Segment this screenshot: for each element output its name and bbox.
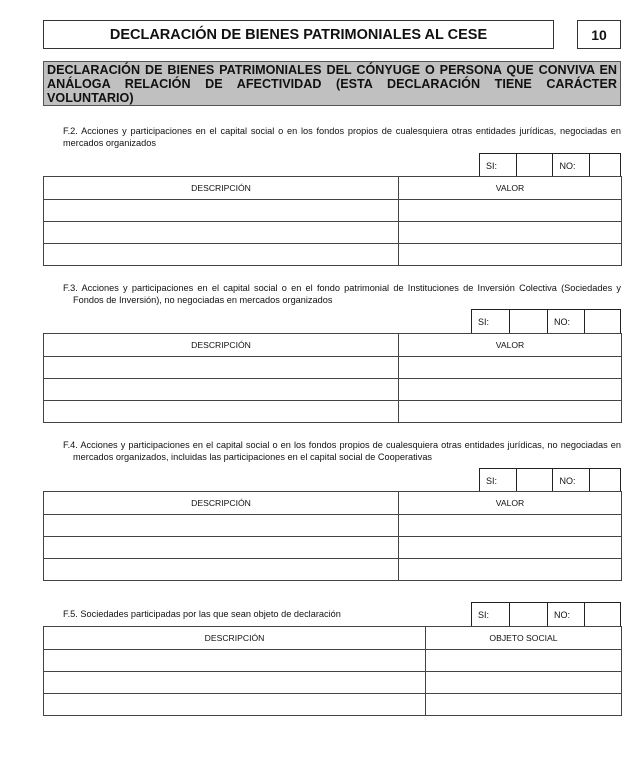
column-header-valor: VALOR: [399, 334, 622, 357]
page-title: DECLARACIÓN DE BIENES PATRIMONIALES AL CESE: [43, 20, 554, 49]
si-checkbox[interactable]: [510, 310, 548, 333]
no-checkbox[interactable]: [590, 154, 620, 177]
table-row: [44, 222, 622, 244]
table-row: [44, 401, 622, 423]
descripcion-cell[interactable]: [44, 650, 426, 672]
section-f3-text: F.3. Acciones y participaciones en el capital social o en el fondo patrimonial de Instituciones de Inversión Colectiva (Sociedades y Fondos de Inversión), no negociadas en mercados organizados: [63, 283, 621, 305]
section-f2-description: [63, 126, 621, 149]
section-f2-si-no: [479, 153, 621, 177]
table-header-row: [44, 334, 622, 357]
table-row: [44, 537, 622, 559]
descripcion-cell[interactable]: [44, 537, 399, 559]
valor-cell[interactable]: [399, 515, 622, 537]
descripcion-cell[interactable]: [44, 379, 399, 401]
section-f3-table: [43, 333, 622, 423]
column-header-descripcion: DESCRIPCIÓN: [44, 627, 426, 650]
si-label: SI:: [472, 603, 510, 626]
objeto-social-cell[interactable]: [426, 694, 622, 716]
section-f3-description: [63, 283, 621, 306]
descripcion-cell[interactable]: [44, 559, 399, 581]
no-label: NO:: [548, 310, 585, 333]
no-checkbox[interactable]: [585, 310, 620, 333]
page-number: 10: [577, 20, 621, 49]
column-header-descripcion: DESCRIPCIÓN: [44, 334, 399, 357]
si-checkbox[interactable]: [517, 154, 554, 177]
column-header-descripcion: DESCRIPCIÓN: [44, 492, 399, 515]
section-banner: DECLARACIÓN DE BIENES PATRIMONIALES DEL CÓNYUGE O PERSONA QUE CONVIVA EN ANÁLOGA RELACIÓN DE AFECTIVIDAD (ESTA DECLARACIÓN TIENE CARÁCTER VOLUNTARIO): [43, 61, 621, 106]
valor-cell[interactable]: [399, 379, 622, 401]
table-row: [44, 200, 622, 222]
si-checkbox[interactable]: [517, 469, 554, 492]
no-label: NO:: [553, 154, 590, 177]
valor-cell[interactable]: [399, 222, 622, 244]
table-row: [44, 650, 622, 672]
si-label: SI:: [472, 310, 510, 333]
valor-cell[interactable]: [399, 357, 622, 379]
valor-cell[interactable]: [399, 537, 622, 559]
table-row: [44, 244, 622, 266]
no-checkbox[interactable]: [590, 469, 620, 492]
si-label: SI:: [480, 469, 517, 492]
no-label: NO:: [548, 603, 585, 626]
section-f4-si-no: [479, 468, 621, 492]
section-f3-si-no: [471, 309, 621, 333]
table-header-row: [44, 627, 622, 650]
section-f4-table: [43, 491, 622, 581]
si-label: SI:: [480, 154, 517, 177]
table-header-row: [44, 177, 622, 200]
table-row: [44, 379, 622, 401]
valor-cell[interactable]: [399, 200, 622, 222]
valor-cell[interactable]: [399, 401, 622, 423]
valor-cell[interactable]: [399, 559, 622, 581]
table-row: [44, 357, 622, 379]
descripcion-cell[interactable]: [44, 672, 426, 694]
descripcion-cell[interactable]: [44, 222, 399, 244]
valor-cell[interactable]: [399, 244, 622, 266]
section-f5-table: [43, 626, 622, 716]
section-f4-text: F.4. Acciones y participaciones en el capital social o en los fondos propios de cualesquiera otras entidades jurídicas, no negociadas en mercados organizados, incluidas las participaciones en el capital social de Cooperativas: [63, 440, 621, 462]
section-f2-text: F.2. Acciones y participaciones en el capital social o en los fondos propios de cualesquiera otras entidades jurídicas, negociadas en mercados organizados: [63, 126, 621, 148]
objeto-social-cell[interactable]: [426, 672, 622, 694]
descripcion-cell[interactable]: [44, 357, 399, 379]
table-row: [44, 515, 622, 537]
column-header-descripcion: DESCRIPCIÓN: [44, 177, 399, 200]
descripcion-cell[interactable]: [44, 200, 399, 222]
table-row: [44, 694, 622, 716]
no-checkbox[interactable]: [585, 603, 620, 626]
descripcion-cell[interactable]: [44, 244, 399, 266]
section-f5-text: F.5. Sociedades participadas por las que sean objeto de declaración: [63, 609, 341, 619]
section-f2-table: [43, 176, 622, 266]
descripcion-cell[interactable]: [44, 401, 399, 423]
section-f5-description: [63, 609, 463, 621]
table-header-row: [44, 492, 622, 515]
si-checkbox[interactable]: [510, 603, 548, 626]
table-row: [44, 559, 622, 581]
descripcion-cell[interactable]: [44, 694, 426, 716]
descripcion-cell[interactable]: [44, 515, 399, 537]
table-row: [44, 672, 622, 694]
column-header-valor: VALOR: [399, 492, 622, 515]
column-header-objeto-social: OBJETO SOCIAL: [426, 627, 622, 650]
section-f4-description: [63, 440, 621, 463]
column-header-valor: VALOR: [399, 177, 622, 200]
no-label: NO:: [553, 469, 590, 492]
section-f5-si-no: [471, 602, 621, 626]
objeto-social-cell[interactable]: [426, 650, 622, 672]
